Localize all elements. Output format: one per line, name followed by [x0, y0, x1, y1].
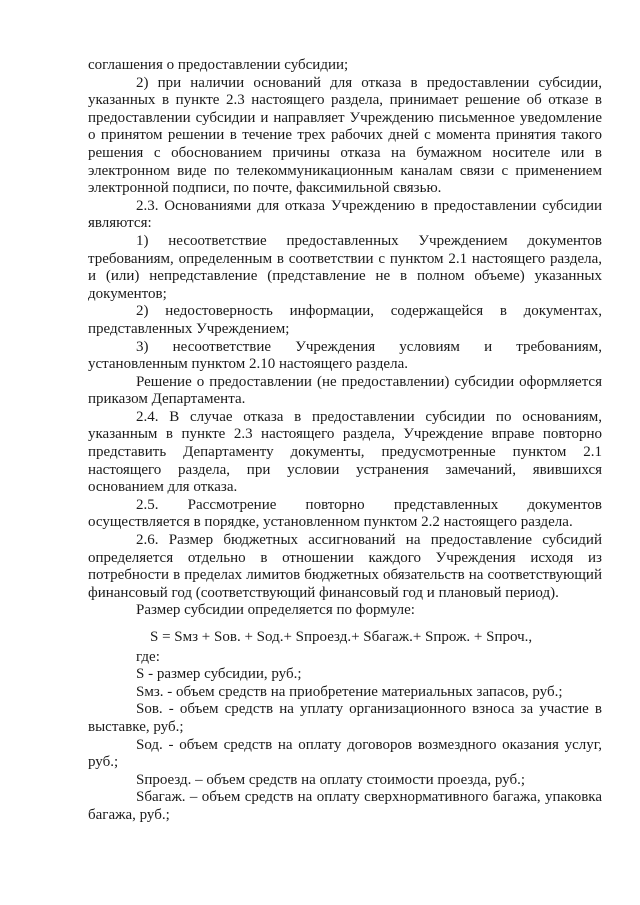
definition-item: Sов. - объем средств на уплату организационного взноса за участие в выставке, руб.; [88, 701, 602, 735]
definition-item: S - размер субсидии, руб.; [136, 666, 302, 683]
paragraph: Размер субсидии определяется по формуле: [136, 602, 415, 619]
paragraph: 2.6. Размер бюджетных ассигнований на предоставление субсидий определяется отдельно в отношении каждого Учреждения исходя из потребности в пределах лимитов бюджетных обязательств на соответствующий финансовый год (соответствующий финансовый год и плановый период). [88, 532, 602, 601]
definition-item: Sпроезд. – объем средств на оплату стоимости проезда, руб.; [136, 771, 526, 788]
paragraph: 2.5. Рассмотрение повторно представленных документов осуществляется в порядке, установленном пунктом 2.2 настоящего раздела. [88, 496, 602, 531]
paragraph: 2.4. В случае отказа в предоставлении субсидии по основаниям, указанным в пункте 2.3 настоящего раздела, Учреждение вправе повторно представить Департаменту документы, предусмотренные пунктом 2.1 настоящего раздела, при условии устранения замечаний, явившихся основанием для отказа. [88, 408, 602, 496]
paragraph: 2.3. Основаниями для отказа Учреждению в предоставлении субсидии являются: [88, 197, 602, 232]
paragraph: 2) недостоверность информации, содержащейся в документах, представленных Учреждением; [88, 303, 602, 337]
paragraph: 1) несоответствие предоставленных Учреждением документов требованиям, определенным в соответствии с пунктом 2.1 настоящего раздела, и (или) непредставление (представление не в полном объеме) указанных документов; [88, 232, 602, 302]
definition-item: Sмз. - объем средств на приобретение материальных запасов, руб.; [136, 683, 563, 700]
paragraph: соглашения о предоставлении субсидии; [88, 57, 349, 73]
definition-item: Sбагаж. – объем средств на оплату сверхнормативного багажа, упаковка багажа, руб.; [88, 789, 602, 823]
paragraph: 3) несоответствие Учреждения условиям и требованиям, установленным пунктом 2.10 настоящего раздела. [88, 338, 602, 373]
paragraph: 2) при наличии оснований для отказа в предоставлении субсидии, указанных в пункте 2.3 настоящего раздела, принимает решение об отказе в предоставлении субсидии и направляет Учреждению письменное уведомление о принятом решении в течение трех рабочих дней с момента принятия такого решения с обоснованием причины отказа на бумажном носителе или в электронном виде по телекоммуникационным каналам связи с применением электронной подписи, по почте, факсимильной связью. [88, 74, 602, 197]
document-page [88, 57, 602, 825]
paragraph: Решение о предоставлении (не предоставлении) субсидии оформляется приказом Департамента. [88, 373, 602, 408]
definition-item: Sод. - объем средств на оплату договоров возмездного оказания услуг, руб.; [88, 736, 602, 771]
definition-intro: где: [136, 648, 160, 665]
subsidy-formula: S = Sмз + Sов. + Sод.+ Sпроезд.+ Sбагаж.+ Sпрож. + Sпроч., [150, 629, 533, 645]
